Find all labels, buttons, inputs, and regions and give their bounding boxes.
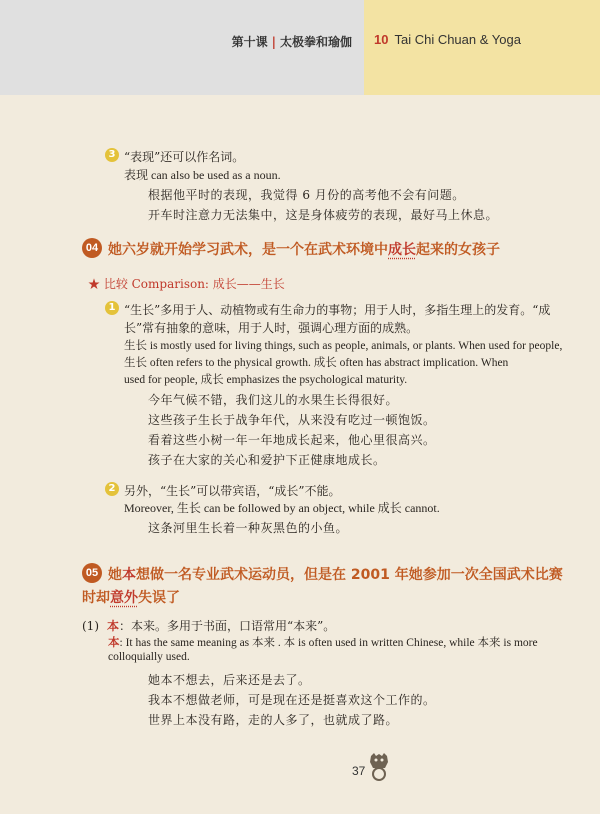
example-sentence: 她本不想去，后来还是去了。 <box>148 673 311 687</box>
sentence-part: 时却 <box>82 590 110 606</box>
sentence-part: 起来的女孩子 <box>416 242 500 258</box>
sentence-part: 她六岁就开始学习武术，是一个在武术环境中 <box>108 242 388 258</box>
point-1-cn: ：本来。多用于书面，口语常用“本来”。 <box>119 619 336 633</box>
point-1-en-line2: 生长 often refers to the physical growth. 成长 often has abstract implication. When <box>124 357 509 369</box>
example-sentence: 这条河里生长着一种灰黑色的小鱼。 <box>148 521 349 535</box>
item-04-badge: 04 <box>82 238 102 258</box>
header-left-panel <box>0 0 364 95</box>
item-04-sentence <box>108 239 500 259</box>
example-sentence: 根据他平时的表现，我觉得 6 月份的高考他不会有问题。 <box>148 188 465 202</box>
example-sentence: 我本不想做老师，可是现在还是挺喜欢这个工作的。 <box>148 693 436 707</box>
comparison-label: ★ 比较 Comparison: 成长——生长 <box>88 277 285 291</box>
point-1-cn-line1: “生长”多用于人、动植物或有生命力的事物；用于人时，多指生理上的发育。“成 <box>124 303 551 317</box>
item-05-sentence-line2 <box>82 587 180 607</box>
example-sentence: 今年气候不错，我们这儿的水果生长得很好。 <box>148 393 399 407</box>
item-05-point-1-en-line2: colloquially used. <box>108 651 190 663</box>
point-1-cn-line2: 长”常有抽象的意味，用于人时，强调心理方面的成熟。 <box>124 321 419 335</box>
example-sentence: 开车时注意力无法集中，这是身体疲劳的表现，最好马上休息。 <box>148 208 499 222</box>
point-1-en-line1: 生长 is mostly used for living things, such as people, animals, or plants. When used for people, <box>124 340 563 352</box>
item-05-sentence-line1 <box>108 564 563 584</box>
keyword-ben: 本 <box>107 619 120 633</box>
point-1-en-line3: used for people, 成长 emphasizes the psychological maturity. <box>124 374 408 386</box>
lesson-label: 第十课 <box>231 35 268 49</box>
header-right-panel <box>364 0 600 95</box>
example-sentence: 世界上本没有路，走的人多了，也就成了路。 <box>148 713 399 727</box>
lesson-title-cn: 太极拳和瑜伽 <box>279 35 352 49</box>
point-2-en: Moreover, 生长 can be followed by an object, while 成长 cannot. <box>124 501 440 515</box>
point-2-cn: 另外，“生长”可以带宾语，“成长”不能。 <box>124 484 341 498</box>
example-sentence: 这些孩子生长于战争年代，从来没有吃过一顿饱饭。 <box>148 413 436 427</box>
item-05-point-1-en-line1 <box>108 634 538 650</box>
point-3-en: 表现 can also be used as a noun. <box>124 168 281 182</box>
header-english-title <box>374 32 521 47</box>
item-05-badge: 05 <box>82 563 102 583</box>
keyword-chengzhang: 成长 <box>388 242 416 258</box>
point-3-badge: 3 <box>105 148 119 162</box>
page-number: 37 <box>352 764 366 778</box>
sentence-part: 失误了 <box>138 590 180 606</box>
keyword-ben: 本 <box>108 637 120 649</box>
lesson-title-en: Tai Chi Chuan & Yoga <box>394 32 521 47</box>
example-sentence: 孩子在大家的关心和爱护下正健康地成长。 <box>148 453 386 467</box>
point-1-badge: 1 <box>105 301 119 315</box>
header-separator: | <box>271 35 276 49</box>
keyword-yiwai: 意外 <box>110 590 138 606</box>
keyword-ben: 本 <box>122 567 136 583</box>
sentence-part: 她 <box>108 567 122 583</box>
example-sentence: 看着这些小树一年一年地成长起来，他心里很高兴。 <box>148 433 436 447</box>
header-chinese-title <box>232 33 352 50</box>
door-knocker-icon <box>368 752 390 782</box>
sentence-part: 想做一名专业武术运动员，但是在 2001 年她参加一次全国武术比赛 <box>136 567 563 583</box>
point-3-cn: “表现”还可以作名词。 <box>124 150 245 164</box>
point-2-badge: 2 <box>105 482 119 496</box>
item-05-point-1-cn <box>82 617 335 634</box>
point-label: (1) <box>82 619 99 633</box>
point-1-en: : It has the same meaning as 本来 . 本 is often used in written Chinese, while 本来 is more <box>119 637 538 649</box>
lesson-number: 10 <box>374 32 389 47</box>
